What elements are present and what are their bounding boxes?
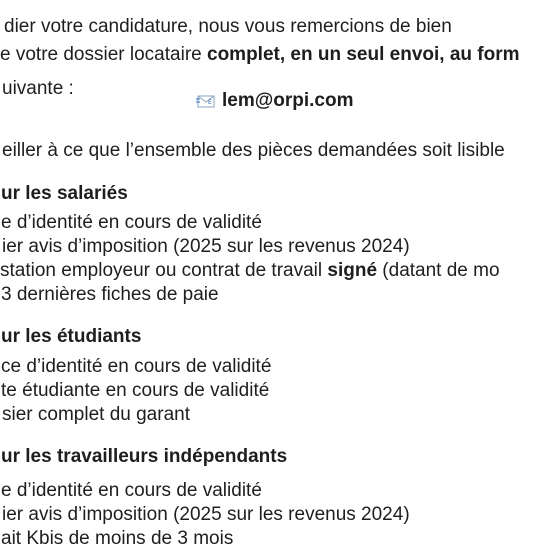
intro-line-2 (0, 44, 520, 66)
svg-text:E: E (208, 99, 212, 106)
email-row (196, 90, 354, 112)
section-students-heading: ur les étudiants (1, 326, 142, 347)
list-item: ier avis d’imposition (2025 sur les revenus 2024) (2, 236, 410, 257)
intro-line-1: dier votre candidature, nous vous remercions de bien (4, 16, 452, 37)
list-item: e d’identité en cours de validité (1, 480, 262, 501)
intro-line-2-bold: complet, en un seul envoi, au form (207, 44, 520, 65)
section-salaries-heading: ur les salariés (1, 183, 128, 204)
list-item-text: station employeur ou contrat de travail (0, 260, 328, 281)
list-item-text: (datant de mo (377, 260, 500, 281)
envelope-icon (196, 93, 218, 109)
intro-line-2-text: e votre dossier locataire (0, 44, 207, 65)
list-item (0, 260, 500, 282)
list-item: te étudiante en cours de validité (1, 380, 270, 401)
list-item: 3 dernières fiches de paie (1, 284, 219, 305)
list-item-bold: signé (327, 260, 378, 281)
section-freelancers-heading: ur les travailleurs indépendants (1, 446, 288, 467)
list-item: ait Kbis de moins de 3 mois (1, 528, 234, 549)
intro-line-3: uivante : (2, 78, 74, 99)
list-item: e d’identité en cours de validité (1, 212, 262, 233)
list-item: sier complet du garant (2, 404, 190, 425)
list-item: ier avis d’imposition (2025 sur les revenus 2024) (2, 504, 410, 525)
email-address[interactable]: lem@orpi.com (222, 90, 354, 111)
notice-line: eiller à ce que l’ensemble des pièces demandées soit lisible (2, 140, 505, 161)
list-item: ce d’identité en cours de validité (1, 356, 272, 377)
